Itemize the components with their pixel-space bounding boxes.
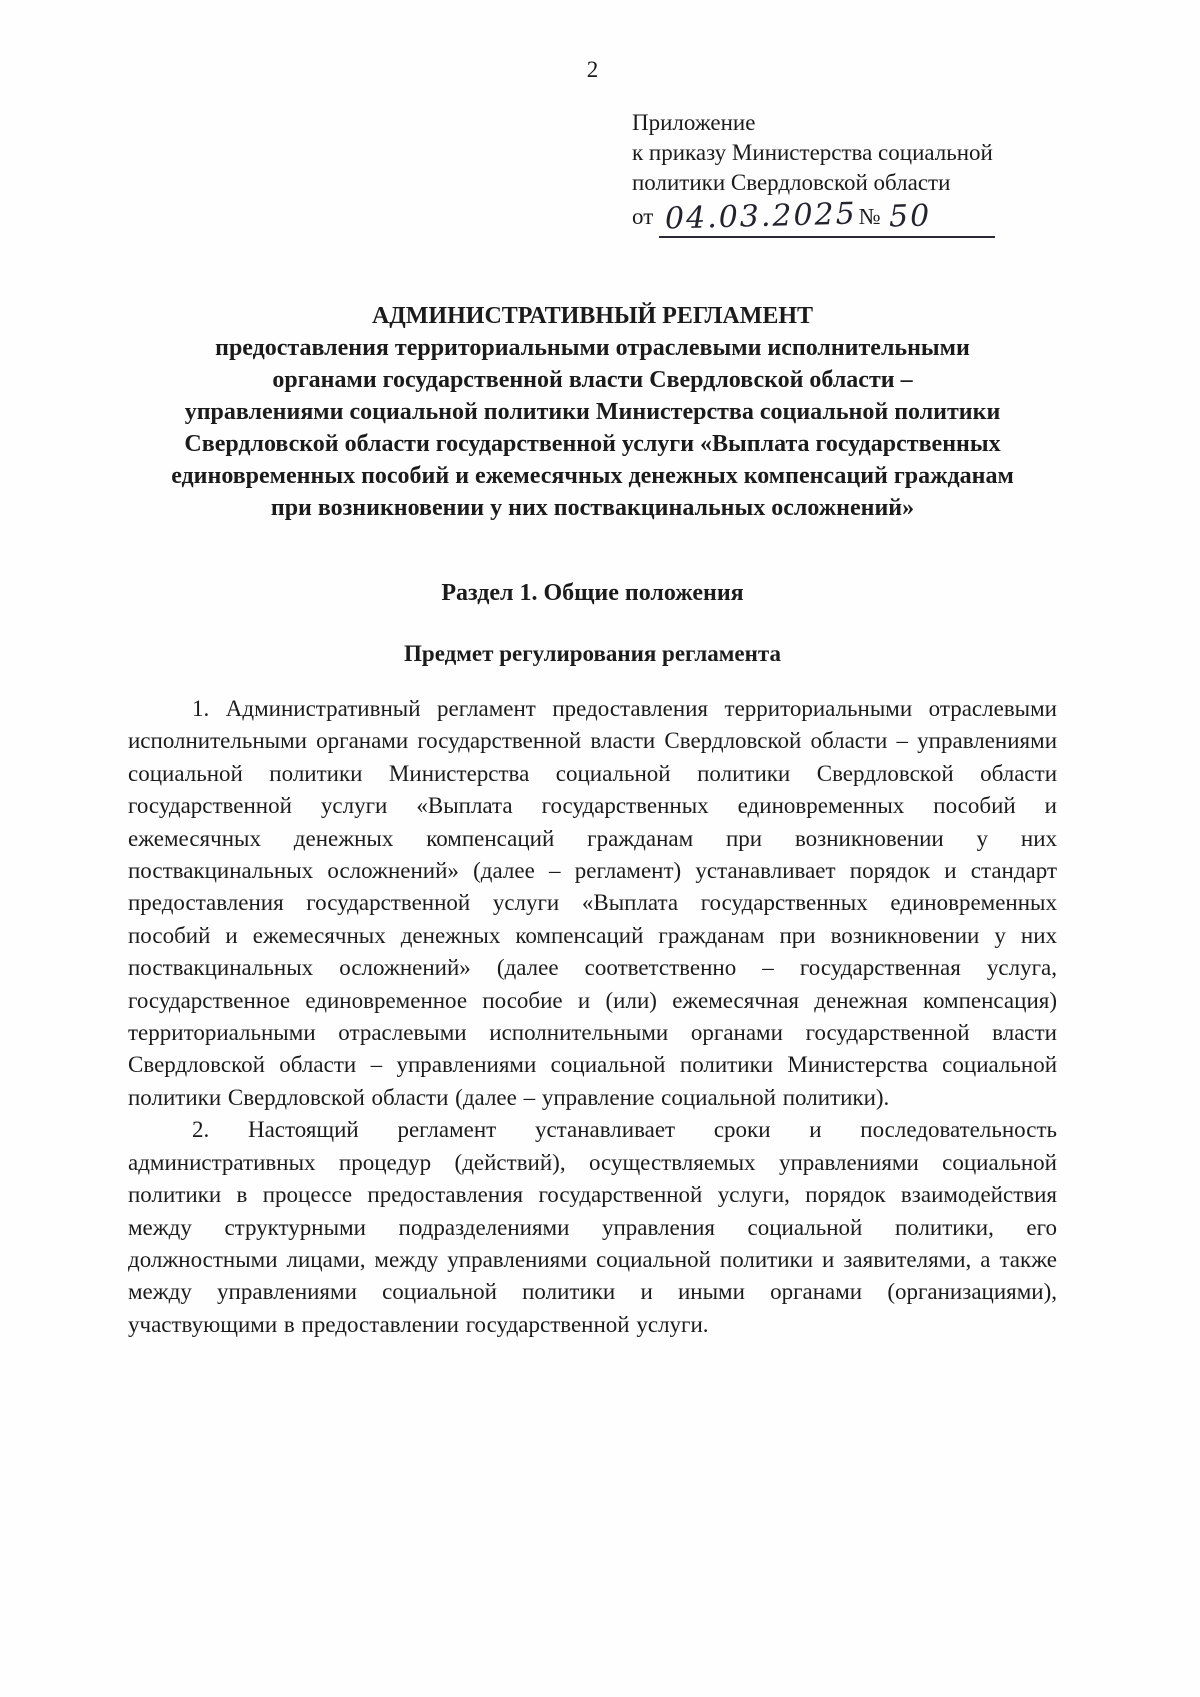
section-heading: Раздел 1. Общие положения bbox=[441, 580, 744, 606]
document-title bbox=[128, 300, 1057, 524]
title-line-2: предоставления территориальными отраслевыми исполнительными bbox=[215, 335, 970, 361]
title-line-3: органами государственной власти Свердловской области – bbox=[272, 367, 913, 393]
from-label: от bbox=[632, 204, 654, 229]
handwritten-date: 04.03.2025 bbox=[664, 196, 858, 237]
title-line-1: АДМИНИСТРАТИВНЫЙ РЕГЛАМЕНТ bbox=[371, 303, 814, 329]
appendix-line-1: Приложение bbox=[632, 110, 756, 135]
appendix-line-3: политики Свердловской области bbox=[632, 170, 951, 195]
page-number: 2 bbox=[586, 57, 599, 82]
title-line-4: управлениями социальной политики Министерства социальной политики bbox=[184, 399, 1001, 425]
date-underline bbox=[659, 196, 995, 238]
appendix-date-line bbox=[632, 196, 1057, 238]
appendix-block bbox=[632, 108, 1057, 238]
handwritten-number: 50 bbox=[888, 198, 932, 235]
number-sign: № bbox=[858, 204, 881, 229]
title-line-7: при возникновении у них поствакцинальных осложнений» bbox=[270, 495, 915, 521]
document-body bbox=[128, 693, 1057, 1341]
title-line-5: Свердловской области государственной услуги «Выплата государственных bbox=[184, 431, 1001, 457]
paragraph-1: 1. Административный регламент предоставления территориальными отраслевыми исполнительными органами государственной власти Свердловской области – управлениями социальной политики Министерства социальной политики Свердловской области государственной услуги «Выплата государственных единовременных пособий и ежемесячных денежных компенсаций гражданам при возникновении у них поствакцинальных осложнений» (далее – регламент) устанавливает порядок и стандарт предоставления государственной услуги «Выплата государственных единовременных пособий и ежемесячных денежных компенсаций гражданам при возникновении у них поствакцинальных осложнений» (далее соответственно – государственная услуга, государственное единовременное пособие и (или) ежемесячная денежная компенсация) территориальными отраслевыми исполнительными органами государственной власти Свердловской области – управлениями социальной политики Министерства социальной политики Свердловской области (далее – управление социальной политики). bbox=[128, 696, 1057, 1110]
title-line-6: единовременных пособий и ежемесячных денежных компенсаций гражданам bbox=[171, 463, 1014, 489]
paragraph-2: 2. Настоящий регламент устанавливает сроки и последовательность административных процедур (действий), осуществляемых управлениями социальной политики в процессе предоставления государственной услуги, порядок взаимодействия между структурными подразделениями управления социальной политики, его должностными лицами, между управлениями социальной политики и заявителями, а также между управлениями социальной политики и иными органами (организациями), участвующими в предоставлении государственной услуги. bbox=[128, 1117, 1057, 1337]
subsection-heading: Предмет регулирования регламента bbox=[404, 641, 781, 666]
appendix-line-2: к приказу Министерства социальной bbox=[632, 140, 993, 165]
